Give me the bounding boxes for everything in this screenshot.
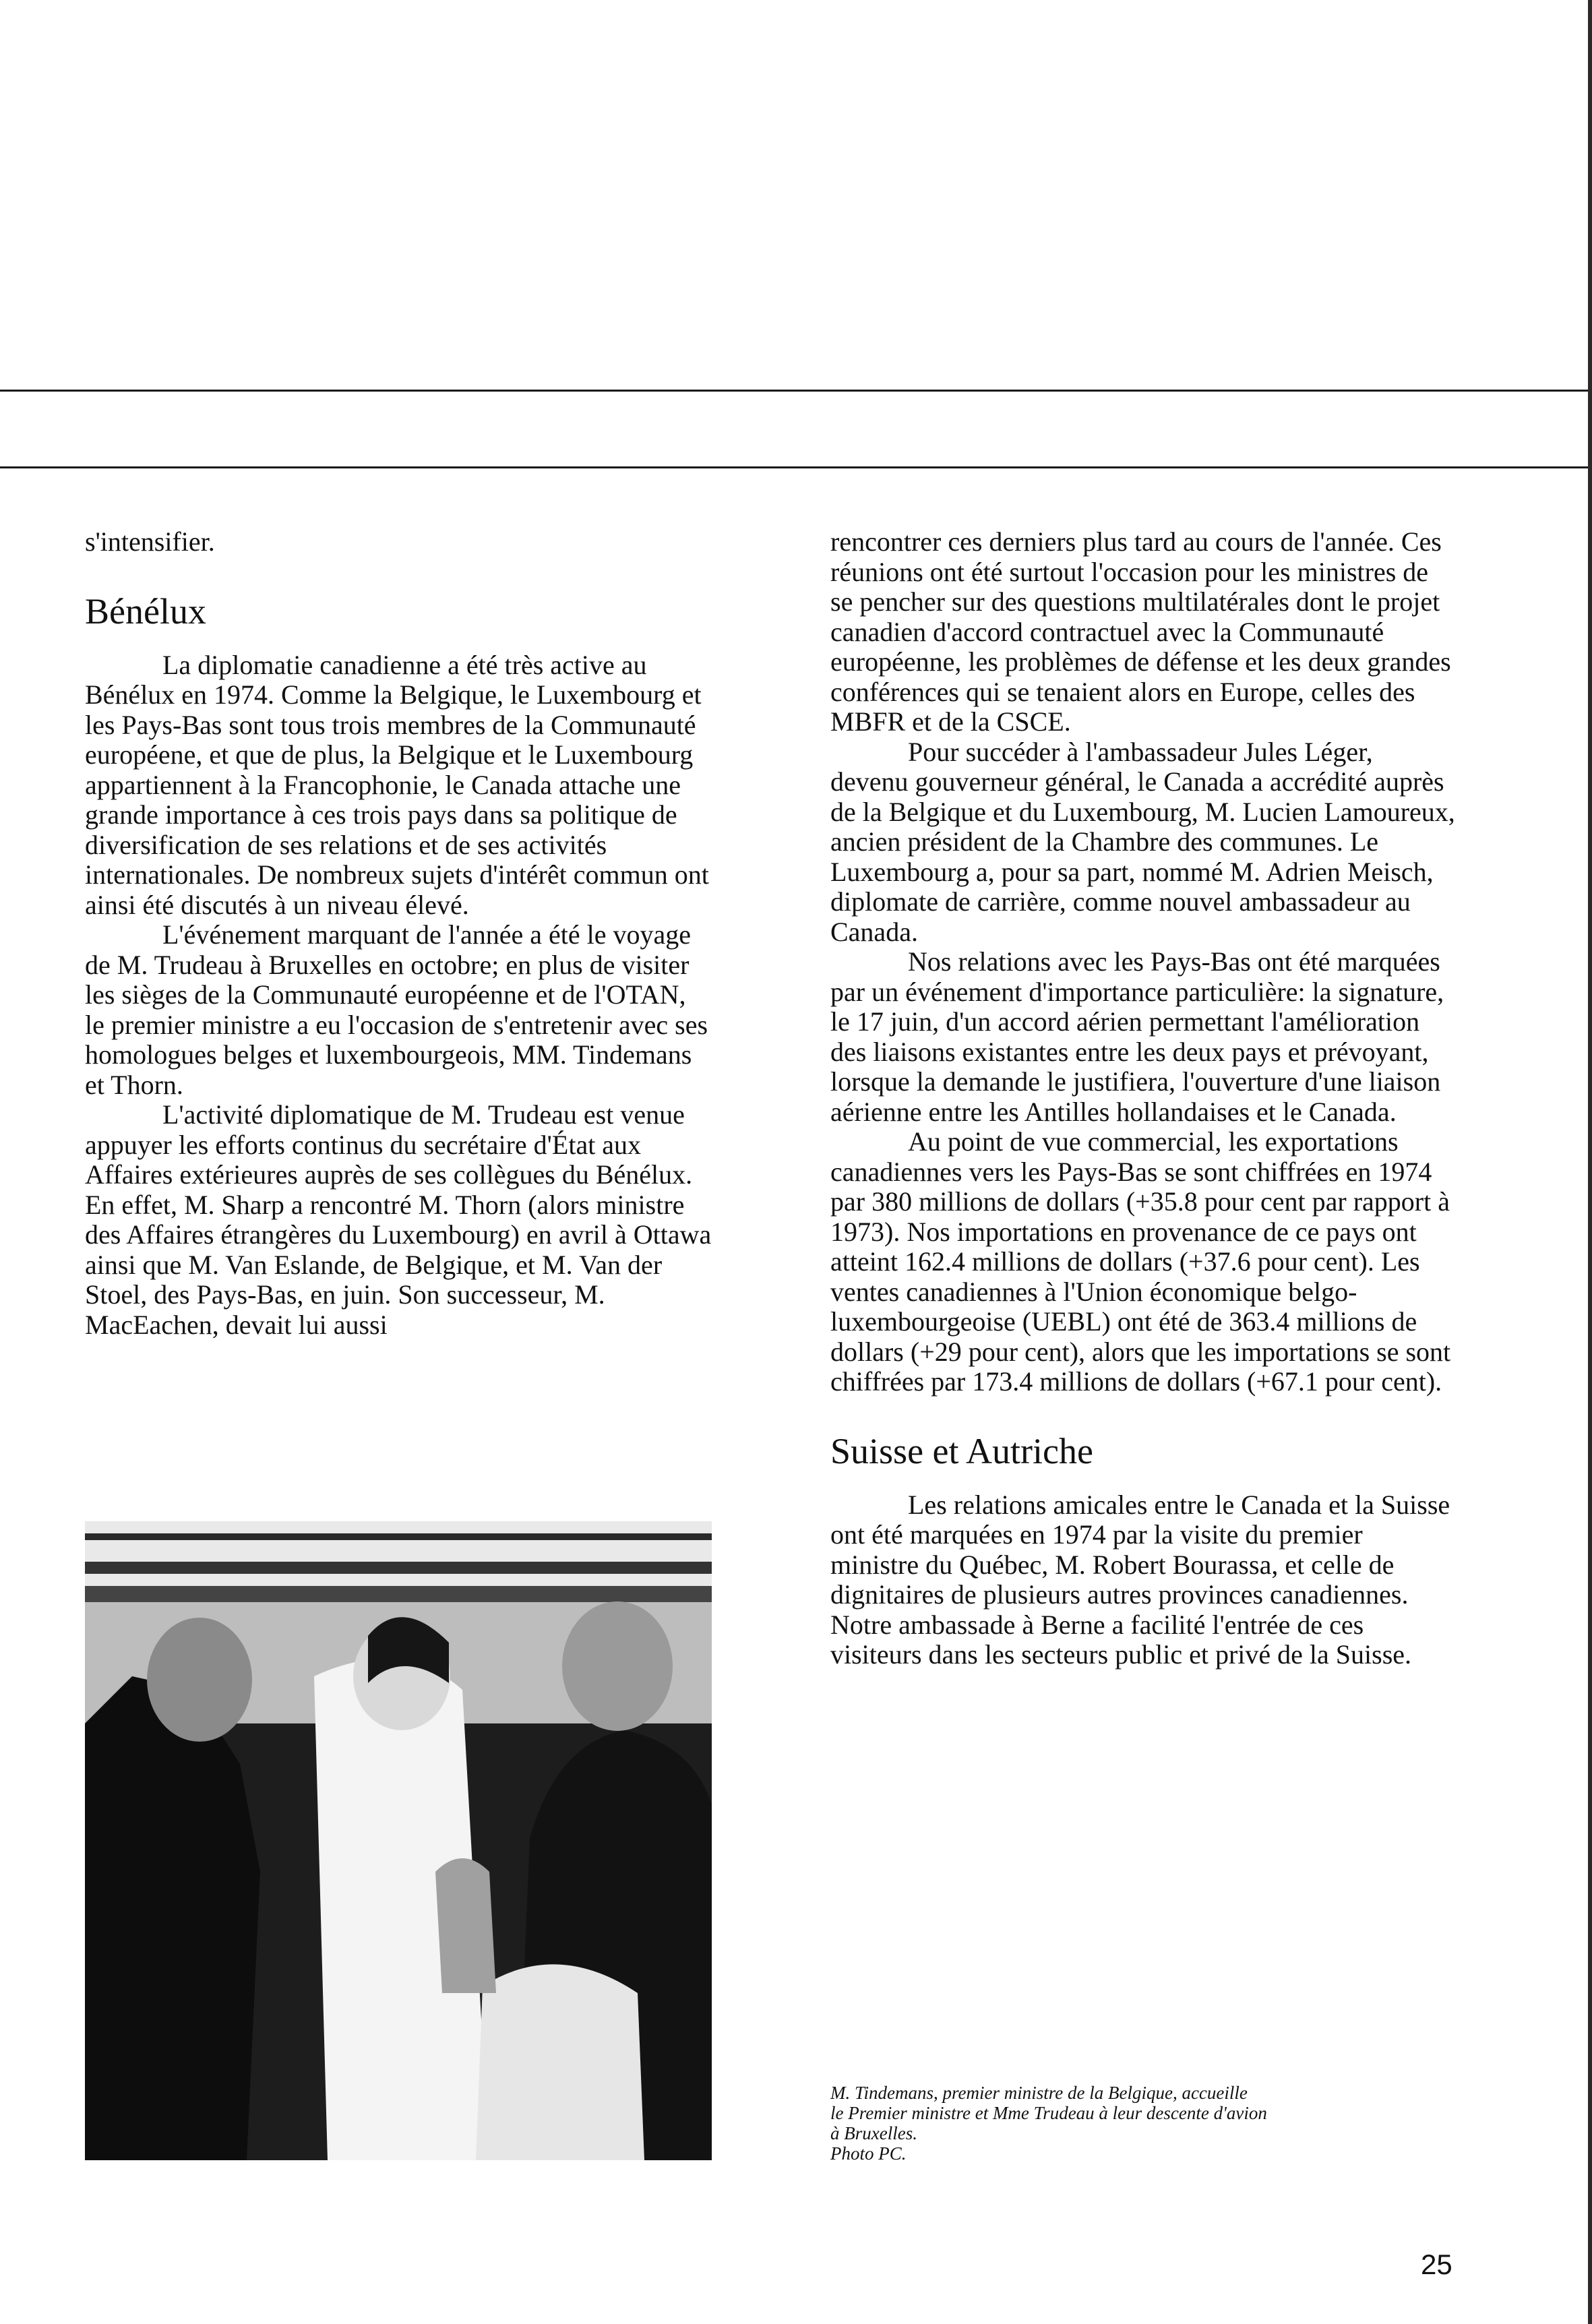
page-edge: [1588, 0, 1592, 2324]
page-number: 25: [1421, 2249, 1452, 2280]
caption-line: M. Tindemans, premier ministre de la Belgique, accueille: [830, 2083, 1248, 2103]
photo-illustration: [85, 1521, 712, 2160]
top-rule: [0, 390, 1592, 392]
right-column: [830, 527, 1457, 1670]
paragraph: Les relations amicales entre le Canada et la Suisse ont été marquées en 1974 par la visite du premier ministre du Québec, M. Robert Bourassa, et celle de dignitaires de plusieurs autres provinces canadiennes. Notre ambassade à Berne a facilité l'entrée de ces visiteurs dans les secteurs public et privé de la Suisse.: [830, 1489, 1450, 1670]
section-heading-suisse-autriche: Suisse et Autriche: [830, 1430, 1093, 1471]
paragraph: Au point de vue commercial, les exportations canadiennes vers les Pays-Bas se sont chiffrées en 1974 par 380 millions de dollars (+35.8 pour cent par rapport à 1973). Nos importations en provenance de ce pays ont atteint 162.4 millions de dollars (+37.6 pour cent). Les ventes canadiennes à l'Union économique belgo-luxembourgeoise (UEBL) ont été de 363.4 millions de dollars (+29 pour cent), alors que les importations se sont chiffrées par 173.4 millions de dollars (+67.1 pour cent).: [830, 1126, 1451, 1397]
photo-caption: [830, 2083, 1450, 2164]
lead-text: s'intensifier.: [85, 526, 215, 557]
news-photo: [85, 1521, 712, 2160]
caption-line: le Premier ministre et Mme Trudeau à leur descente d'avion: [830, 2103, 1267, 2123]
paragraph: Nos relations avec les Pays-Bas ont été marquées par un événement d'importance particulière: la signature, le 17 juin, d'un accord aérien permettant l'amélioration des liaisons existantes entre les deux pays et prévoyant, lorsque la demande le justifiera, l'ouverture d'une liaison aérienne entre les Antilles hollandaises et le Canada.: [830, 946, 1444, 1127]
paragraph: rencontrer ces derniers plus tard au cours de l'année. Ces réunions ont été surtout l'occasion pour les ministres de se pencher sur des questions multilatérales dont le projet canadien d'accord contractuel avec la Communauté européenne, les problèmes de défense et les deux grandes conférences qui se tenaient alors en Europe, celles des MBFR et de la CSCE.: [830, 526, 1451, 737]
paragraph: L'événement marquant de l'année a été le voyage de M. Trudeau à Bruxelles en octobre; en plus de visiter les sièges de la Communauté européenne et de l'OTAN, le premier ministre a eu l'occasion de s'entretenir avec ses homologues belges et luxembourgeois, MM. Tindemans et Thorn.: [85, 919, 708, 1100]
caption-credit: Photo PC.: [830, 2143, 907, 2164]
left-column: [85, 527, 712, 1340]
paragraph: L'activité diplomatique de M. Trudeau est venue appuyer les efforts continus du secrétaire d'État aux Affaires extérieures auprès de ses collègues du Bénélux. En effet, M. Sharp a rencontré M. Thorn (alors ministre des Affaires étrangères du Luxembourg) en avril à Ottawa ainsi que M. Van Eslande, de Belgique, et M. Van der Stoel, des Pays-Bas, en juin. Son successeur, M. MacEachen, devait lui aussi: [85, 1099, 712, 1340]
paragraph: La diplomatie canadienne a été très active au Bénélux en 1974. Comme la Belgique, le Luxembourg et les Pays-Bas sont tous trois membres de la Communauté européene, et que de plus, la Belgique et le Luxembourg appartiennent à la Francophonie, le Canada attache une grande importance à ces trois pays dans sa politique de diversification de ses relations et de ses activités internationales. De nombreux sujets d'intérêt commun ont ainsi été discutés à un niveau élevé.: [85, 649, 709, 920]
paragraph: Pour succéder à l'ambassadeur Jules Léger, devenu gouverneur général, le Canada a accrédité auprès de la Belgique et du Luxembourg, M. Lucien Lamoureux, ancien président de la Chambre des communes. Le Luxembourg a, pour sa part, nommé M. Adrien Meisch, diplomate de carrière, comme nouvel ambassadeur au Canada.: [830, 736, 1455, 947]
header-rule: [0, 466, 1592, 468]
caption-line: à Bruxelles.: [830, 2123, 917, 2143]
section-heading-benelux: Bénélux: [85, 590, 206, 632]
